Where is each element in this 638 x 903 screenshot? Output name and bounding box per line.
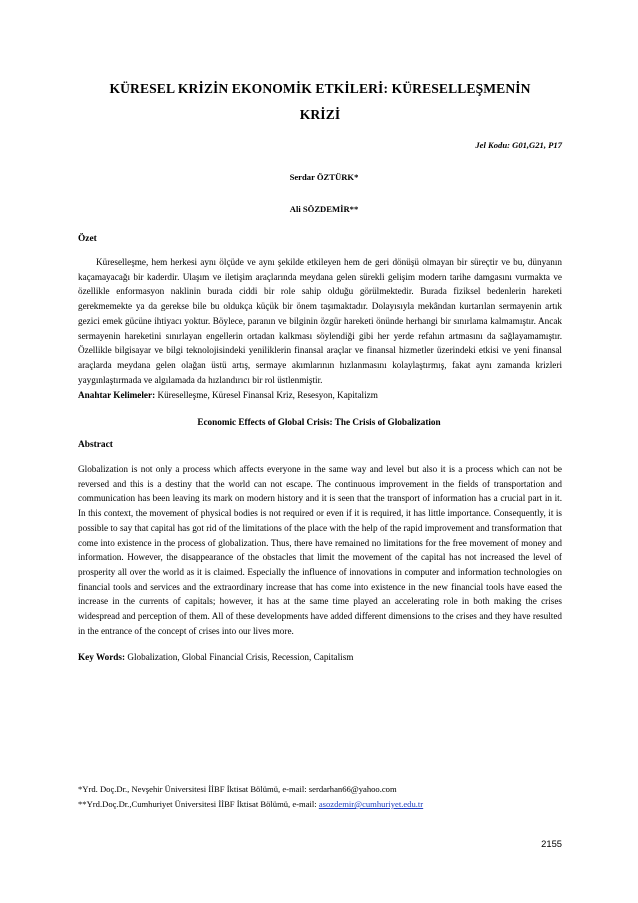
author-2-email-link[interactable]: asozdemir@cumhuriyet.edu.tr <box>318 799 424 809</box>
footnote-2 <box>78 797 423 812</box>
author-2: Ali SÖZDEMİR** <box>289 204 359 214</box>
paper-title <box>80 76 560 128</box>
abstract-keywords-label: Key Words: <box>78 652 126 662</box>
abstract-keywords <box>78 652 562 662</box>
footnote-2-text: **Yrd.Doç.Dr.,Cumhuriyet Üniversitesi İİBF İktisat Bölümü, e-mail: <box>78 799 319 809</box>
paper-title-line1: KÜRESEL KRİZİN EKONOMİK ETKİLERİ: KÜRESELLEŞMENİN <box>109 81 531 96</box>
paper-title-line2: KRİZİ <box>299 107 341 122</box>
ozet-keywords-text: Küreselleşme, Küresel Finansal Kriz, Resesyon, Kapitalizm <box>157 390 378 400</box>
ozet-body: Küreselleşme, hem herkesi aynı ölçüde ve aynı şekilde etkileyen hem de geri dönüşü olmayan bir süreçtir ve bu, dünyanın kaçamayacağı bir kaderdir. Ulaşım ve iletişim araçlarında meydana gelen sürekli gelişim modern tarihe damgasını vurmakta ve özellikle enformasyon naklinin burada ciddi bir role sahip olduğu görülmektedir. Burada fiziksel bedenlerin hareketi gerekmemekte ya da gerekse bile bu oldukça küçük bir önem taşımaktadır. Dolayısıyla mekândan kurtarılan sermayenin artık gezici emek gücüne ihtiyacı yoktur. Böylece, paranın ve bilginin özgür hareketi önünde herhangi bir sınırlama kalmamıştır. Ancak sermayenin hareketini sınırlayan engellerin ortadan kalkması söylendiği gibi her yerde refahın artmasını da sağlayamamıştır. Özellikle bilgisayar ve bilgi teknolojisindeki yeniliklerin finansal araçlar ve finansal hizmetler üzerindeki etkisi ve yeni finansal araçlarda meydana gelen olağan üstü artış, sermaye akımlarının hızlanmasını kolaylaştırmış, fakat aynı zamanda krizleri yaygınlaştırmada ve algılamada da hızlandırıcı bir rol üstlenmiştir. <box>78 257 562 385</box>
ozet-keywords-label: Anahtar Kelimeler: <box>78 390 156 400</box>
abstract-keywords-text: Globalization, Global Financial Crisis, Recession, Capitalism <box>127 652 354 662</box>
ozet-heading: Özet <box>78 234 97 244</box>
english-title: Economic Effects of Global Crisis: The Crisis of Globalization <box>197 417 441 427</box>
page-number: 2155 <box>541 838 562 849</box>
abstract-heading: Abstract <box>78 440 113 450</box>
author-1: Serdar ÖZTÜRK* <box>289 172 359 182</box>
jel-code: Jel Kodu: G01,G21, P17 <box>475 140 562 150</box>
footnote-1: *Yrd. Doç.Dr., Nevşehir Üniversitesi İİBF İktisat Bölümü, e-mail: serdarhan66@yahoo.com <box>78 784 397 794</box>
abstract-body: Globalization is not only a process which affects everyone in the same way and level but also it is a process which can not be reversed and this is a destiny that the world can not escape. The continuous improvement in the fields of transportation and communication has been leaving its mark on modern history and it is seen that the transport of information has a crucial part in it. In this context, the movement of physical bodies is not required or even if it is required, it has little importance. Consequently, it is possible to say that capital has got rid of the limitations of the place with the help of the rapid improvement and transformation that come into existence in the process of globalization. Thus, there have remained no limitations for the free movement of money and information. However, the disappearance of the obstacles that limit the movement of the capital has not increased the level of prosperity all over the world as it is claimed. Especially the influence of innovations in computer and information technologies on financial tools and services and the extraordinary increase that has come into existence in the new financial tools have eased the increase in the currents of capitals; however, it has at the same time played an accelerating role in both making the crises widespread and perception of them. All of these developments have added different dimensions to the crises and they have resulted in the entrance of the concept of crises into our lives more. <box>78 464 562 636</box>
ozet-keywords <box>78 390 562 400</box>
